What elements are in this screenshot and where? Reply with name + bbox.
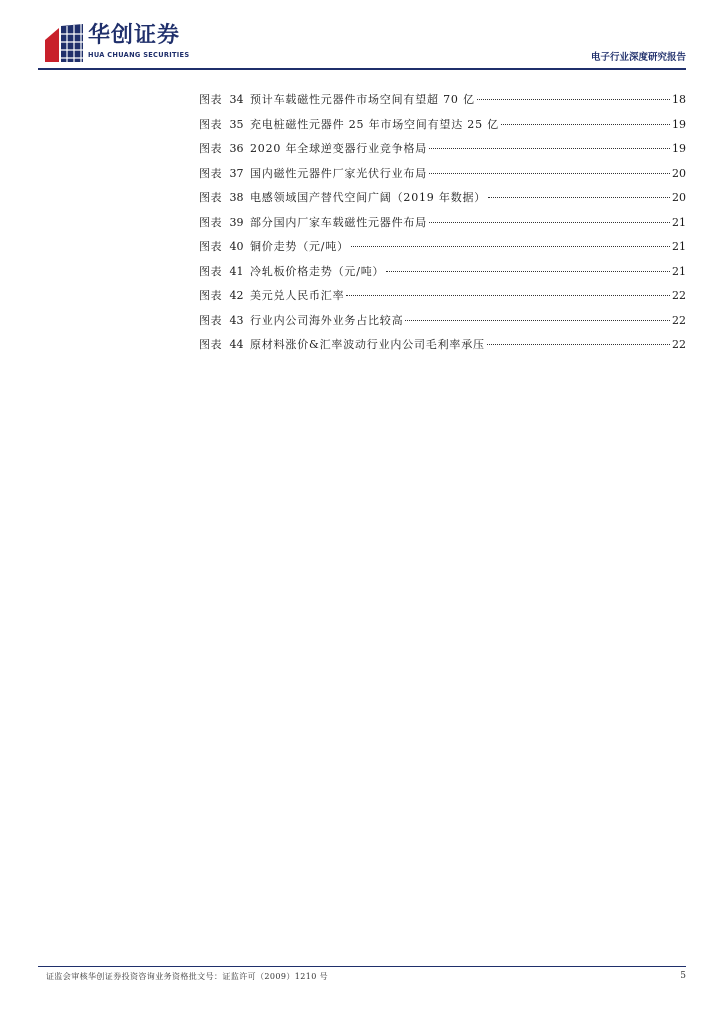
toc-entry-title: 部分国内厂家车载磁性元器件布局 [250, 215, 427, 229]
toc-entry-number: 34 [229, 93, 244, 106]
page-header [0, 0, 724, 72]
toc-entry-number: 37 [229, 166, 244, 180]
toc-entry[interactable] [199, 91, 686, 116]
toc-entry-title: 2020 年全球逆变器行业竞争格局 [250, 142, 428, 155]
toc-entry-number: 40 [229, 240, 244, 253]
toc-entry[interactable] [199, 116, 686, 141]
toc-entry-number: 43 [229, 313, 244, 327]
toc-entry-page: 21 [672, 264, 686, 278]
toc-entry-label: 图表 [199, 240, 222, 253]
toc-entry-number: 42 [229, 289, 244, 302]
toc-entry-page: 18 [672, 93, 686, 106]
toc-entry[interactable] [199, 238, 686, 263]
toc-entry-page: 22 [672, 289, 686, 302]
toc-entry-label: 图表 [199, 313, 222, 327]
toc-dot-leader [477, 99, 670, 100]
page-number: 5 [680, 971, 686, 981]
toc-entry-title: 美元兑人民币汇率 [250, 289, 345, 302]
toc-entry-title: 国内磁性元器件厂家光伏行业布局 [250, 166, 427, 180]
toc-entry-title: 原材料涨价&汇率波动行业内公司毛利率承压 [250, 338, 485, 351]
report-type-title: 电子行业深度研究报告 [590, 52, 686, 63]
footer-divider [38, 966, 686, 967]
toc-entry-number: 38 [229, 191, 244, 204]
toc-entry-page: 20 [672, 166, 686, 180]
toc-entry-label: 图表 [199, 117, 222, 131]
toc-entry-label: 图表 [199, 289, 222, 302]
toc-entry-label: 图表 [199, 93, 222, 106]
toc-dot-leader [488, 197, 670, 198]
toc-dot-leader [501, 124, 670, 125]
toc-dot-leader [429, 148, 670, 149]
toc-entry-number: 36 [229, 142, 244, 155]
toc-entry-page: 20 [672, 191, 686, 204]
toc-entry-page: 21 [672, 215, 686, 229]
table-of-figures [199, 91, 686, 361]
toc-entry-label: 图表 [199, 191, 222, 204]
toc-entry-label: 图表 [199, 264, 222, 278]
toc-entry-page: 19 [672, 117, 686, 131]
toc-entry-page: 21 [672, 240, 686, 253]
toc-entry-page: 19 [672, 142, 686, 155]
toc-entry-label: 图表 [199, 142, 222, 155]
toc-dot-leader [346, 295, 670, 296]
toc-dot-leader [386, 271, 670, 272]
logo-chinese-name: 华创证券 [88, 23, 181, 48]
toc-entry[interactable] [199, 312, 686, 337]
toc-entry-title: 冷轧板价格走势（元/吨） [250, 264, 385, 278]
toc-entry-title: 预计车载磁性元器件市场空间有望超 70 亿 [250, 93, 475, 106]
toc-entry-page: 22 [672, 338, 686, 351]
toc-entry-number: 44 [229, 338, 244, 351]
toc-dot-leader [405, 320, 670, 321]
toc-entry-title: 行业内公司海外业务占比较高 [250, 313, 404, 327]
toc-dot-leader [487, 344, 670, 345]
toc-entry-page: 22 [672, 313, 686, 327]
footer-license-text: 证监会审核华创证券投资咨询业务资格批文号：证监许可（2009）1210 号 [46, 972, 329, 981]
toc-entry[interactable] [199, 189, 686, 214]
toc-entry-title: 电感领域国产替代空间广阔（2019 年数据） [250, 191, 487, 204]
toc-entry-number: 41 [229, 264, 244, 278]
toc-entry[interactable] [199, 263, 686, 288]
toc-dot-leader [351, 246, 670, 247]
huachuang-logo-icon [45, 24, 83, 62]
toc-entry[interactable] [199, 336, 686, 361]
toc-entry-label: 图表 [199, 166, 222, 180]
toc-entry-title: 铜价走势（元/吨） [250, 240, 349, 253]
header-divider [38, 68, 686, 70]
toc-entry[interactable] [199, 165, 686, 190]
toc-entry-label: 图表 [199, 215, 222, 229]
toc-dot-leader [429, 222, 670, 223]
toc-entry-label: 图表 [199, 338, 222, 351]
toc-entry[interactable] [199, 287, 686, 312]
toc-entry-number: 39 [229, 215, 244, 229]
toc-entry-title: 充电桩磁性元器件 25 年市场空间有望达 25 亿 [250, 117, 499, 131]
toc-entry[interactable] [199, 214, 686, 239]
logo-english-name: HUA CHUANG SECURITIES [88, 51, 190, 59]
toc-entry-number: 35 [229, 117, 244, 131]
toc-entry[interactable] [199, 140, 686, 165]
toc-dot-leader [429, 173, 670, 174]
